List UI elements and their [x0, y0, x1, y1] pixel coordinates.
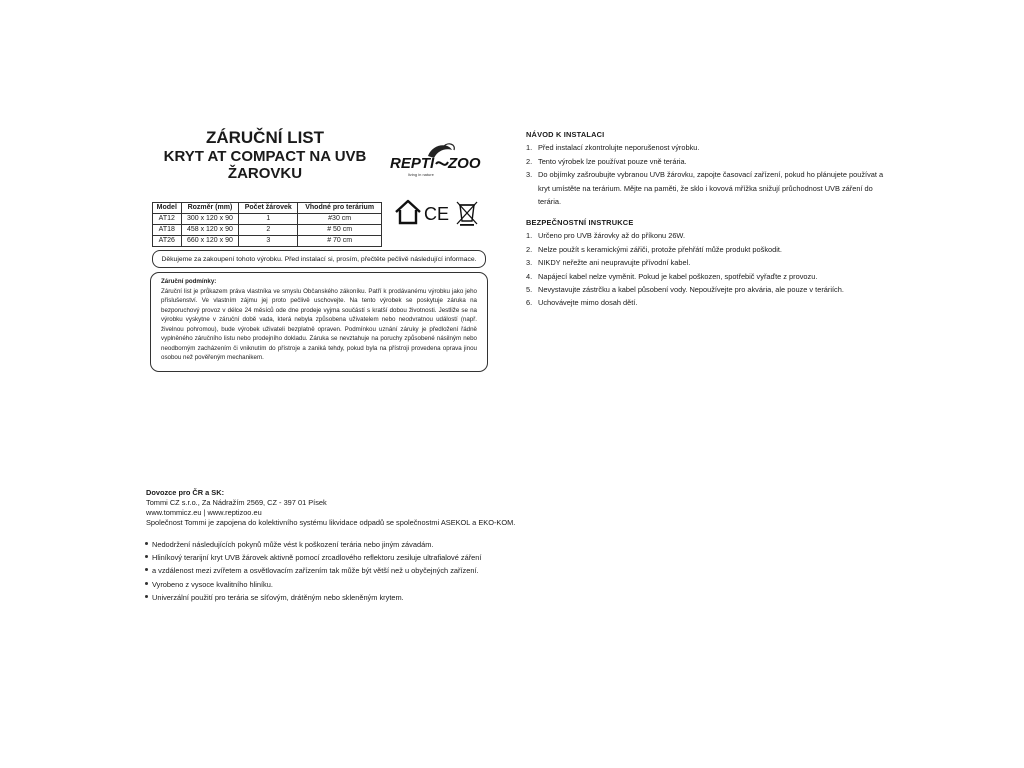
spec-table-header	[153, 203, 382, 214]
cell-dimensions: 458 x 120 x 90	[181, 225, 239, 236]
header-terrarium: Vhodné pro terárium	[298, 203, 382, 214]
list-item: 3. NIKDY neřežte ani neupravujte přívodní kabel.	[526, 258, 691, 268]
document-title: ZÁRUČNÍ LIST	[205, 128, 325, 147]
header-bulb-count: Počet žárovek	[239, 203, 298, 214]
list-item: 5. Nevystavujte zástrčku a kabel působení vody. Nepoužívejte pro akvária, ale pouze v teráriích.	[526, 285, 844, 295]
importer-heading: Dovozce pro ČR a SK:	[146, 488, 225, 497]
table-row	[153, 236, 382, 247]
table-row	[153, 225, 382, 236]
product-title: KRYT AT COMPACT NA UVB	[163, 148, 367, 165]
safety-heading: BEZPEČNOSTNÍ INSTRUKCE	[526, 218, 634, 227]
importer-info	[146, 488, 666, 528]
cell-bulb-count: 1	[239, 214, 298, 225]
list-item: Univerzální použití pro terária se síťovým, drátěným nebo skleněným krytem.	[144, 591, 664, 604]
table-row	[153, 214, 382, 225]
recycling-note: Společnost Tommi je zapojena do kolektivního systému likvidace odpadů se společnostmi ASEKOL a EKO-KOM.	[146, 518, 516, 527]
house-icon	[396, 201, 420, 223]
list-item: 2. Nelze použít s keramickými zářiči, protože přehřátí může produkt poškodit.	[526, 244, 782, 254]
importer-websites: www.tommicz.eu | www.reptizoo.eu	[146, 508, 262, 517]
safety-instructions	[526, 216, 886, 310]
cell-terrarium: # 70 cm	[298, 236, 382, 247]
list-item: 3. Do objímky zašroubujte vybranou UVB žárovku, zapojte časovací zařízení, pokud ho plánujete používat a kryt umístěte na terárium. Mějte na paměti, že sklo i kovová mřížka snižují průchodnost UVB záření do terária.	[526, 170, 884, 207]
cell-model: AT18	[153, 225, 182, 236]
cell-model: AT26	[153, 236, 182, 247]
list-item: Hliníkový terarijní kryt UVB žárovek aktivně pomocí zrcadlového reflektoru zesiluje ultrafialové záření	[144, 551, 664, 564]
cell-dimensions: 660 x 120 x 90	[181, 236, 239, 247]
cell-dimensions: 300 x 120 x 90	[181, 214, 239, 225]
certification-icons	[394, 198, 484, 226]
svg-text:living in nature: living in nature	[408, 172, 434, 177]
title-block	[150, 128, 380, 182]
list-item: Nedodržení následujících pokynů může vést k poškození terária nebo jiným závadám.	[144, 538, 664, 551]
list-item: 1. Určeno pro UVB žárovky až do příkonu 26W.	[526, 231, 686, 241]
cell-model: AT12	[153, 214, 182, 225]
warranty-terms-text: Záruční list je průkazem práva vlastníka ve smyslu Občanského zákoníku. Patří k prodávanému výrobku jako jeho příslušenství. Ve vlastním zájmu jej proto pečlivě uschovejte. Na tento výrobek se poskytuje záruka na bezporuchový provoz v délce 24 měsíců ode dne prodeje vyjma součástí s kratší dobou životnosti. Jestliže se na výrobku vyskytne v záruční době vada, která nebyla způsobena uživatelem nebo neodvratnou událostí (např. živelnou pohromou), bude výrobek uživateli bezplatně opraven. Podmínkou uznání záruky je předložení řádně vyplněného záručního listu nebo prodejního dokladu. Záruka se nevztahuje na poruchy způsobené násilným nebo neodborným zacházením či vniknutím do přístroje a zaniká tehdy, pokud byla na přístroji provedena oprava jinou osobou než pověřeným mechanikem.	[161, 287, 477, 361]
header-dimensions: Rozměr (mm)	[181, 203, 239, 214]
cell-terrarium: #30 cm	[298, 214, 382, 225]
product-title-line2: ŽAROVKU	[227, 165, 303, 182]
header-model: Model	[153, 203, 182, 214]
list-item: Vyrobeno z vysoce kvalitního hliníku.	[144, 578, 664, 591]
installation-instructions	[526, 128, 886, 208]
warranty-terms-box	[150, 272, 488, 372]
svg-text:ZOO: ZOO	[448, 155, 481, 172]
cell-bulb-count: 2	[239, 225, 298, 236]
spec-table	[152, 202, 382, 247]
importer-address: Tommi CZ s.r.o., Za Nádražím 2569, CZ - 397 01 Písek	[146, 498, 327, 507]
list-item: 1. Před instalací zkontrolujte neporušenost výrobku.	[526, 143, 700, 153]
installation-heading: NÁVOD K INSTALACI	[526, 130, 605, 139]
list-item: 6. Uchovávejte mimo dosah dětí.	[526, 298, 638, 308]
svg-text:CE: CE	[424, 204, 450, 224]
list-item: 4. Napájecí kabel nelze vyměnit. Pokud je kabel poškozen, spotřebič vyřaďte z provozu.	[526, 271, 818, 281]
ce-mark-icon	[424, 204, 449, 224]
cell-terrarium: # 50 cm	[298, 225, 382, 236]
thanks-note: Děkujeme za zakoupení tohoto výrobku. Před instalací si, prosím, přečtěte pečlivě následující informace.	[152, 250, 486, 268]
reptizoo-logo	[388, 140, 488, 180]
cell-bulb-count: 3	[239, 236, 298, 247]
svg-text:REPTI: REPTI	[390, 155, 435, 172]
list-item: a vzdálenost mezi zvířetem a osvětlovacím zařízením tak může být větší než u obyčejných zařízení.	[144, 564, 664, 577]
warranty-terms-heading: Záruční podmínky:	[161, 278, 217, 285]
weee-bin-icon	[457, 202, 477, 226]
list-item: 2. Tento výrobek lze používat pouze vně terária.	[526, 156, 687, 166]
feature-list	[144, 538, 664, 604]
